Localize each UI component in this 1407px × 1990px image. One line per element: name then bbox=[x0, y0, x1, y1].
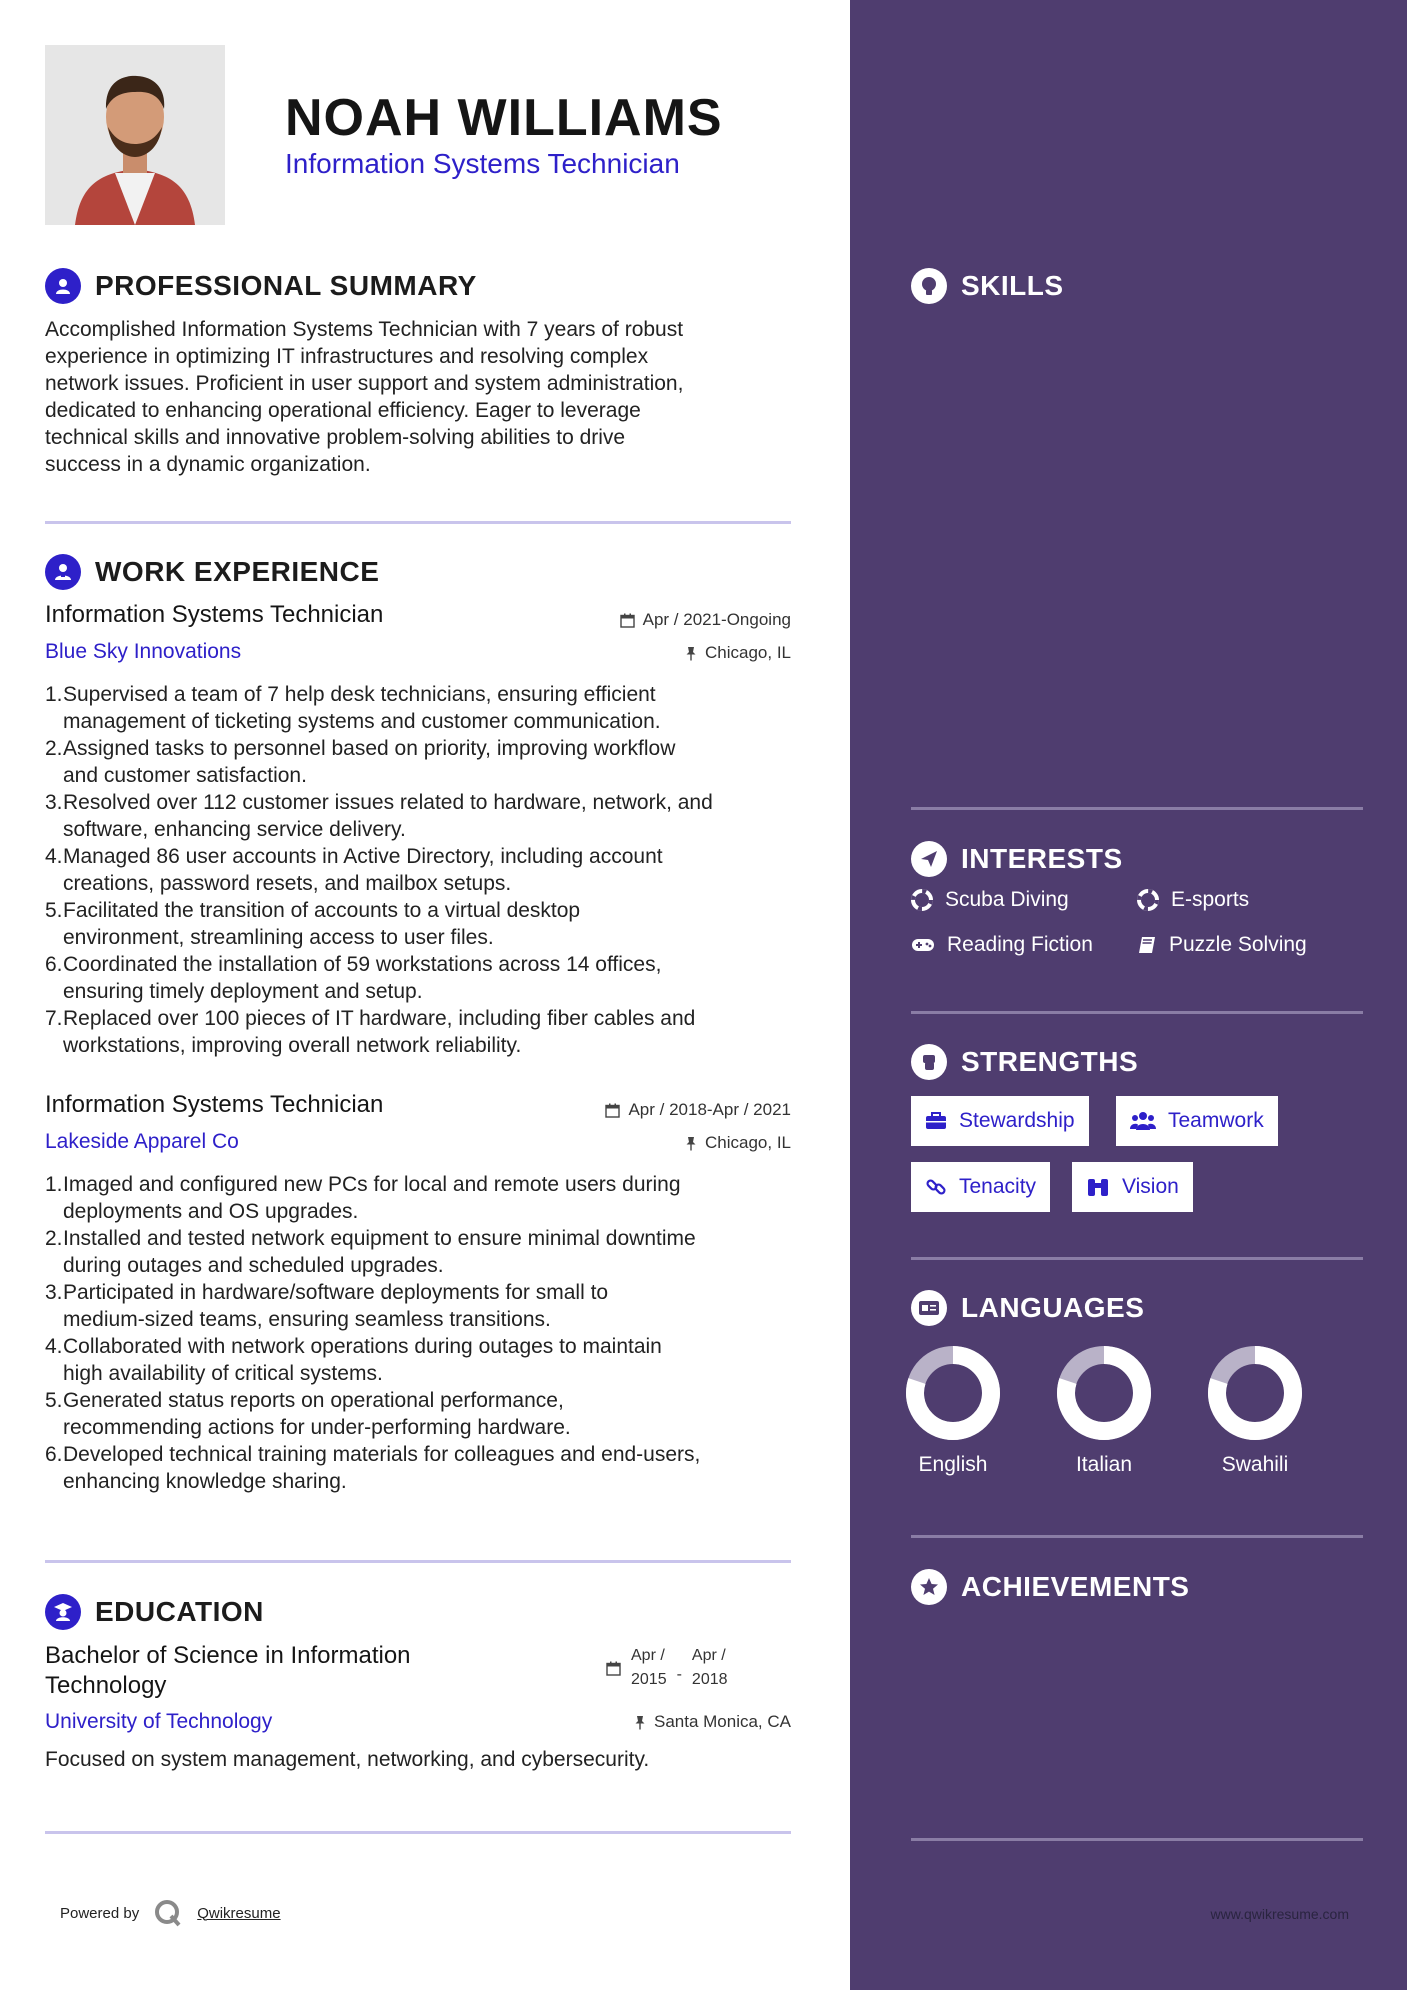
item-line: environment, streamlining access to user files. bbox=[63, 926, 494, 949]
section-divider bbox=[911, 1838, 1363, 1841]
item-line: Developed technical training materials for colleagues and end-users, bbox=[63, 1443, 701, 1466]
item-line: Participated in hardware/software deployments for small to bbox=[63, 1281, 609, 1304]
language-donut bbox=[905, 1345, 1001, 1441]
language-name: Swahili bbox=[1221, 1453, 1289, 1476]
section-divider bbox=[911, 807, 1363, 810]
sidebar-column bbox=[850, 0, 1407, 1990]
star-badge-icon bbox=[911, 1569, 947, 1605]
footer-powered bbox=[60, 1898, 281, 1928]
item-line: Collaborated with network operations during outages to maintain bbox=[63, 1335, 662, 1358]
list-item bbox=[45, 951, 815, 1005]
education-location bbox=[480, 1712, 791, 1732]
list-item bbox=[45, 843, 815, 897]
item-line: enhancing knowledge sharing. bbox=[63, 1470, 347, 1493]
date-separator: - bbox=[676, 1666, 682, 1683]
footer-site[interactable]: www.qwikresume.com bbox=[1210, 1906, 1349, 1922]
list-item bbox=[45, 897, 815, 951]
candidate-title: Information Systems Technician bbox=[285, 148, 680, 179]
languages-heading bbox=[911, 1290, 1144, 1326]
user-icon bbox=[45, 268, 81, 304]
item-line: Managed 86 user accounts in Active Directory, including account bbox=[63, 845, 663, 868]
education-location-text: Santa Monica, CA bbox=[653, 1712, 791, 1731]
company-name: Lakeside Apparel Co bbox=[45, 1130, 239, 1153]
skills-heading-text: SKILLS bbox=[961, 270, 1064, 301]
interest-label: Reading Fiction bbox=[947, 933, 1093, 956]
pin-icon bbox=[685, 646, 697, 661]
summary-line: network issues. Proficient in user support and system administration, bbox=[45, 372, 684, 395]
list-item bbox=[45, 1387, 815, 1441]
list-item bbox=[45, 1333, 815, 1387]
interest-item bbox=[1137, 888, 1249, 912]
job-dates bbox=[480, 610, 791, 630]
interest-item bbox=[911, 888, 1069, 912]
calendar-icon bbox=[620, 613, 635, 628]
powered-by-text: Powered by bbox=[60, 1904, 140, 1922]
calendar-icon bbox=[606, 1661, 621, 1676]
language-name: English bbox=[918, 1453, 988, 1476]
strength-label: Tenacity bbox=[959, 1175, 1037, 1198]
summary-text bbox=[45, 316, 805, 478]
summary-line: dedicated to enhancing operational efficiency. Eager to leverage bbox=[45, 399, 641, 422]
language-donut bbox=[1056, 1345, 1152, 1441]
end-date bbox=[692, 1644, 728, 1692]
strength-tag bbox=[911, 1096, 1089, 1146]
end-year: 2018 bbox=[691, 1671, 728, 1688]
item-number: 4. bbox=[45, 845, 63, 868]
paper-plane-icon bbox=[911, 841, 947, 877]
item-number: 3. bbox=[45, 791, 63, 814]
job-dates-text: Apr / 2021-Ongoing bbox=[642, 610, 791, 629]
language-item bbox=[1185, 1345, 1325, 1477]
item-line: Replaced over 100 pieces of IT hardware, including fiber cables and bbox=[63, 1007, 696, 1030]
interest-item bbox=[1137, 933, 1307, 957]
fist-icon bbox=[911, 1044, 947, 1080]
company-name: Blue Sky Innovations bbox=[45, 640, 242, 663]
item-number: 6. bbox=[45, 953, 63, 976]
profile-photo bbox=[45, 45, 225, 225]
users-icon bbox=[1130, 1111, 1156, 1131]
interest-label: E-sports bbox=[1171, 888, 1250, 911]
item-line: Coordinated the installation of 59 workstations across 14 offices, bbox=[63, 953, 662, 976]
education-description: Focused on system management, networking, and cybersecurity. bbox=[45, 1748, 650, 1771]
gamepad-icon bbox=[911, 937, 935, 953]
item-number: 1. bbox=[45, 683, 63, 706]
strength-label: Stewardship bbox=[959, 1109, 1075, 1132]
briefcase-icon bbox=[925, 1112, 947, 1130]
section-divider bbox=[45, 1560, 791, 1563]
language-card-icon bbox=[911, 1290, 947, 1326]
item-number: 2. bbox=[45, 737, 63, 760]
strength-label: Vision bbox=[1122, 1175, 1179, 1198]
interest-item bbox=[911, 933, 1093, 957]
achievements-heading bbox=[911, 1569, 1189, 1605]
item-line: creations, password resets, and mailbox setups. bbox=[63, 872, 512, 895]
graduate-icon bbox=[45, 1594, 81, 1630]
languages-heading-text: LANGUAGES bbox=[961, 1292, 1145, 1323]
summary-line: technical skills and innovative problem-solving abilities to drive bbox=[45, 426, 626, 449]
list-item bbox=[45, 789, 815, 843]
school-name: University of Technology bbox=[45, 1710, 273, 1733]
section-divider bbox=[45, 1831, 791, 1834]
strength-label: Teamwork bbox=[1168, 1109, 1264, 1132]
pin-icon bbox=[634, 1715, 646, 1730]
education-dates bbox=[606, 1644, 728, 1692]
item-line: software, enhancing service delivery. bbox=[63, 818, 406, 841]
strength-tag bbox=[1072, 1162, 1193, 1212]
item-line: ensuring timely deployment and setup. bbox=[63, 980, 423, 1003]
summary-line: Accomplished Information Systems Technician with 7 years of robust bbox=[45, 318, 684, 341]
list-item bbox=[45, 735, 815, 789]
list-item bbox=[45, 1279, 815, 1333]
item-line: Generated status reports on operational performance, bbox=[63, 1389, 564, 1412]
degree-title bbox=[45, 1641, 411, 1701]
item-line: Installed and tested network equipment to ensure minimal downtime bbox=[63, 1227, 696, 1250]
link-icon bbox=[925, 1176, 947, 1198]
job-location bbox=[480, 1133, 791, 1153]
language-item bbox=[883, 1345, 1023, 1477]
start-month: Apr / bbox=[631, 1647, 665, 1664]
calendar-icon bbox=[605, 1103, 620, 1118]
start-year: 2015 bbox=[631, 1671, 667, 1688]
pin-icon bbox=[685, 1136, 697, 1151]
candidate-name: NOAH WILLIAMS bbox=[285, 89, 723, 147]
list-item bbox=[45, 1441, 815, 1495]
item-number: 7. bbox=[45, 1007, 63, 1030]
item-line: during outages and scheduled upgrades. bbox=[63, 1254, 444, 1277]
lightbulb-icon bbox=[911, 268, 947, 304]
list-item bbox=[45, 1171, 815, 1225]
language-name: Italian bbox=[1075, 1453, 1133, 1476]
summary-heading bbox=[45, 268, 477, 304]
section-divider bbox=[911, 1535, 1363, 1538]
job-title: Information Systems Technician bbox=[45, 1091, 384, 1118]
job-location-text: Chicago, IL bbox=[705, 1133, 791, 1152]
work-heading-text: WORK EXPERIENCE bbox=[95, 556, 380, 587]
interest-label: Puzzle Solving bbox=[1169, 933, 1307, 956]
binoculars-icon bbox=[1086, 1177, 1110, 1197]
item-line: and customer satisfaction. bbox=[63, 764, 307, 787]
item-number: 2. bbox=[45, 1227, 63, 1250]
language-donut bbox=[1207, 1345, 1303, 1441]
item-number: 3. bbox=[45, 1281, 63, 1304]
education-heading bbox=[45, 1594, 264, 1630]
strengths-heading-text: STRENGTHS bbox=[961, 1046, 1139, 1077]
degree-line: Technology bbox=[45, 1672, 167, 1699]
item-line: Assigned tasks to personnel based on priority, improving workflow bbox=[63, 737, 676, 760]
item-number: 5. bbox=[45, 899, 63, 922]
brand-link[interactable]: Qwikresume bbox=[197, 1904, 281, 1922]
briefcase-user-icon bbox=[45, 554, 81, 590]
job-location-text: Chicago, IL bbox=[705, 643, 791, 662]
education-heading-text: EDUCATION bbox=[95, 1596, 264, 1627]
item-number: 4. bbox=[45, 1335, 63, 1358]
job-location bbox=[480, 643, 791, 663]
strength-tag bbox=[911, 1162, 1050, 1212]
work-heading bbox=[45, 554, 379, 590]
qwikresume-logo-icon bbox=[153, 1898, 183, 1928]
summary-heading-text: PROFESSIONAL SUMMARY bbox=[95, 270, 477, 301]
person-photo-icon bbox=[45, 45, 225, 225]
list-item bbox=[45, 1005, 815, 1059]
job-duties bbox=[45, 681, 815, 1059]
item-line: recommending actions for under-performing hardware. bbox=[63, 1416, 571, 1439]
job-title: Information Systems Technician bbox=[45, 601, 384, 628]
item-line: high availability of critical systems. bbox=[63, 1362, 383, 1385]
summary-line: success in a dynamic organization. bbox=[45, 453, 371, 476]
list-item bbox=[45, 681, 815, 735]
section-divider bbox=[911, 1257, 1363, 1260]
summary-line: experience in optimizing IT infrastructures and resolving complex bbox=[45, 345, 649, 368]
section-divider bbox=[45, 521, 791, 524]
lifebuoy-icon bbox=[1137, 889, 1159, 911]
item-line: deployments and OS upgrades. bbox=[63, 1200, 359, 1223]
skills-heading bbox=[911, 268, 1064, 304]
item-line: medium-sized teams, ensuring seamless transitions. bbox=[63, 1308, 551, 1331]
item-line: Resolved over 112 customer issues related to hardware, network, and bbox=[63, 791, 713, 814]
book-icon bbox=[1137, 935, 1157, 955]
item-line: management of ticketing systems and customer communication. bbox=[63, 710, 661, 733]
lifebuoy-icon bbox=[911, 889, 933, 911]
job-duties bbox=[45, 1171, 815, 1495]
item-number: 1. bbox=[45, 1173, 63, 1196]
degree-line: Bachelor of Science in Information bbox=[45, 1642, 411, 1669]
item-line: Imaged and configured new PCs for local and remote users during bbox=[63, 1173, 681, 1196]
job-dates bbox=[480, 1100, 791, 1120]
item-number: 5. bbox=[45, 1389, 63, 1412]
item-line: Facilitated the transition of accounts to a virtual desktop bbox=[63, 899, 581, 922]
strength-tag bbox=[1116, 1096, 1278, 1146]
language-item bbox=[1034, 1345, 1174, 1477]
list-item bbox=[45, 1225, 815, 1279]
job-dates-text: Apr / 2018-Apr / 2021 bbox=[628, 1100, 791, 1119]
item-line: workstations, improving overall network reliability. bbox=[63, 1034, 522, 1057]
item-line: Supervised a team of 7 help desk technicians, ensuring efficient bbox=[63, 683, 656, 706]
item-number: 6. bbox=[45, 1443, 63, 1466]
start-date bbox=[631, 1644, 667, 1692]
interests-heading bbox=[911, 841, 1123, 877]
interest-label: Scuba Diving bbox=[945, 888, 1069, 911]
achievements-heading-text: ACHIEVEMENTS bbox=[961, 1571, 1190, 1602]
end-month: Apr / bbox=[691, 1647, 726, 1664]
interests-heading-text: INTERESTS bbox=[961, 843, 1123, 874]
section-divider bbox=[911, 1011, 1363, 1014]
strengths-heading bbox=[911, 1044, 1138, 1080]
